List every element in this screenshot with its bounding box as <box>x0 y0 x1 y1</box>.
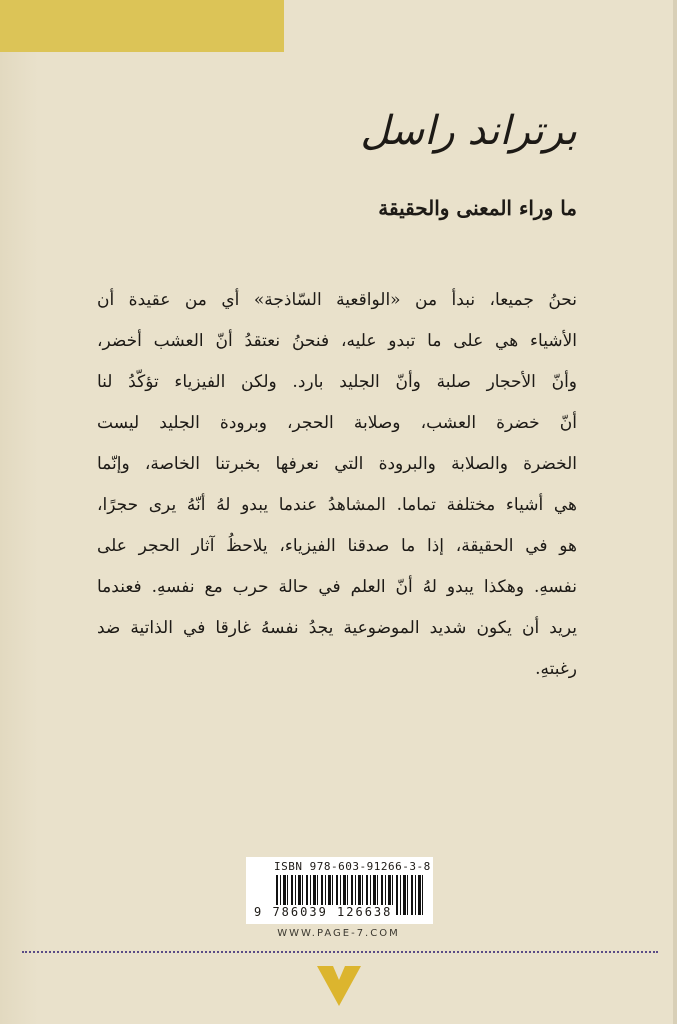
isbn-barcode <box>246 857 433 924</box>
chevron-down-logo-icon <box>317 966 361 1010</box>
blurb-line: نحنُ جميعا، نبدأ من «الواقعية السّاذجة» أي من عقيدة أن <box>97 290 577 310</box>
blurb-line: أنّ خضرة العشب، وصلابة الحجر، وبرودة الجليد ليست <box>97 413 577 433</box>
blurb-line: وأنّ الأحجار صلبة وأنّ الجليد بارد. ولكن الفيزياء تؤكّدُ لنا <box>97 372 577 392</box>
author-name: برتراند راسل <box>360 108 577 154</box>
isbn-label: ISBN 978-603-91266-3-8 <box>274 860 431 873</box>
blurb-line: الخضرة والصلابة والبرودة التي نعرفها بخبرتنا الخاصة، وإنّما <box>97 454 577 474</box>
blurb-text <box>97 280 577 690</box>
book-title: ما وراء المعنى والحقيقة <box>378 196 577 220</box>
publisher-website: WWW.PAGE-7.COM <box>277 928 400 939</box>
page-edge <box>673 0 677 1024</box>
blurb-line: هي أشياء مختلفة تماما. المشاهدُ عندما يبدو لهُ أنّهُ يرى حجرًا، <box>97 495 577 515</box>
blurb-line: يريد أن يكون شديد الموضوعية يجدُ نفسهُ غارقا في الذاتية ضد <box>97 618 577 638</box>
accent-bar <box>0 0 284 52</box>
spine-shadow <box>0 0 38 1024</box>
blurb-line: نفسهِ. وهكذا يبدو لهُ أنّ العلم في حالة حرب مع نفسهِ. فعندما <box>97 577 577 597</box>
blurb-line: الأشياء هي على ما تبدو عليه، فنحنُ نعتقدُ أنّ العشب أخضر، <box>97 331 577 351</box>
blurb-line: هو في الحقيقة، إذا ما صدقنا الفيزياء، يلاحظُ آثار الحجر على <box>97 536 577 556</box>
blurb-line: رغبتهِ. <box>535 659 577 679</box>
dotted-divider <box>22 951 658 953</box>
barcode-digits: 9 786039 126638 <box>254 905 393 919</box>
